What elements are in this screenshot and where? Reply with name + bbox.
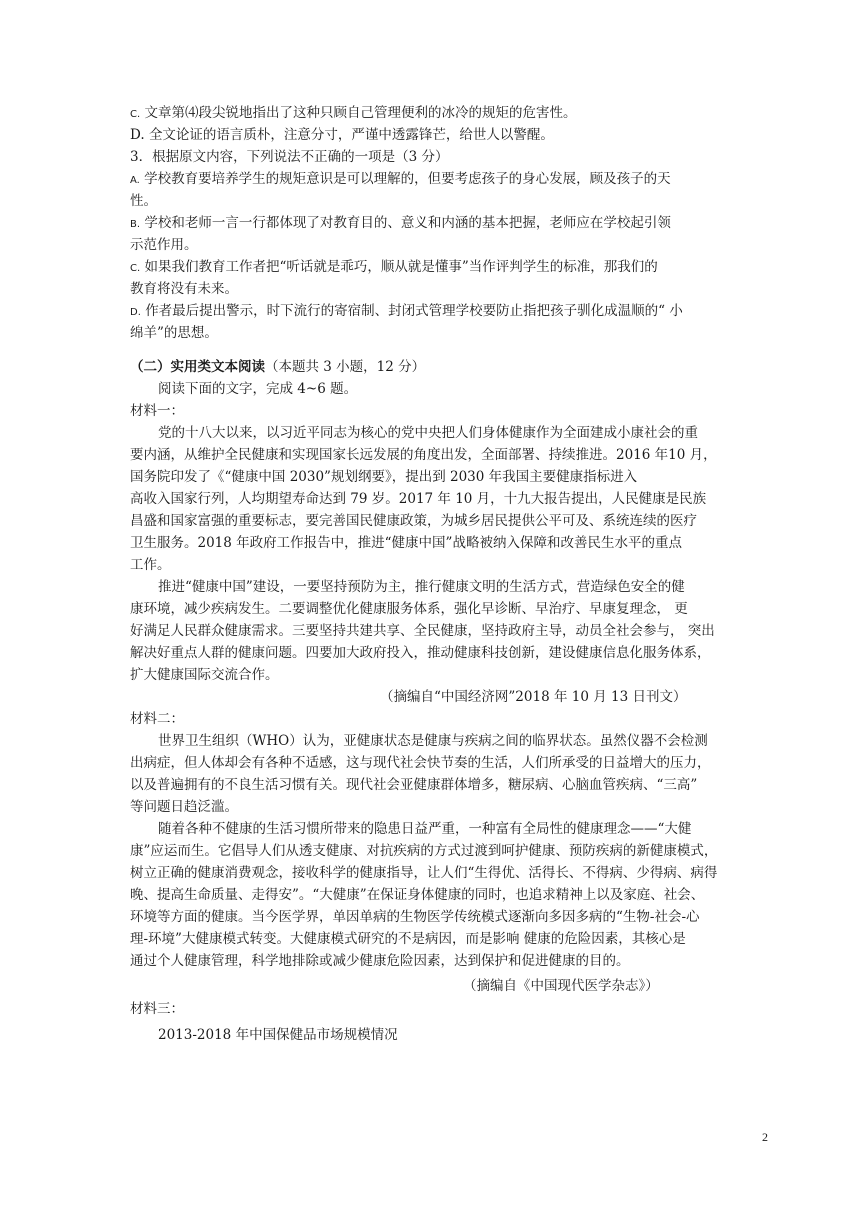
material2-line: 树立正确的健康消费观念，接收科学的健康指导，让人们“生得优、活得长、不得病、少得病、病得 (130, 865, 718, 881)
material2-line: 世界卫生组织（WHO）认为，亚健康状态是健康与疾病之间的临界状态。虽然仪器不会检测 (158, 733, 708, 749)
material2-line: 出病症，但人体却会有各种不适感，这与现代社会快节奏的生活，人们所承受的日益增大的压力， (130, 755, 711, 771)
material2-source: （摘编自《中国现代医学杂志》） (463, 978, 659, 994)
material1-line: 康环境，减少疾病发生。二要调整优化健康服务体系，强化早诊断、早治疗、早康复理念， 更 (130, 601, 688, 617)
material2-line: 等问题日趋泛滥。 (130, 799, 238, 815)
material2-line: 理-环境”大健康模式转变。大健康模式研究的不是病因，而是影响 健康的危险因素，其核心是 (130, 931, 686, 947)
material1-line: 昌盛和国家富强的重要标志，要完善国民健康政策，为城乡居民提供公平可及、系统连续的医疗 (130, 513, 697, 529)
material1-line: 卫生服务。2018 年政府工作报告中，推进“健康中国”战略被纳入保障和改善民生水平的重点 (130, 535, 682, 551)
material2-line: 随着各种不健康的生活习惯所带来的隐患日益严重，一种富有全局性的健康理念——“大健 (158, 821, 692, 837)
material3-caption: 2013-2018 年中国保健品市场规模情况 (158, 1027, 398, 1043)
q3-option-d-cont: 绵羊”的思想。 (130, 325, 218, 341)
q3-option-a-cont: 性。 (130, 193, 157, 209)
material1-source: （摘编自“中国经济网”2018 年 10 月 13 日刊文） (380, 689, 687, 705)
q3-option-b-cont: 示范作用。 (130, 237, 198, 253)
q3-option-b: B. 学校和老师一言一行都体现了对教育目的、意义和内涵的基本把握，老师应在学校起引领 (130, 215, 671, 231)
section-instruction: 阅读下面的文字，完成 4~6 题。 (158, 381, 358, 397)
q2-option-c: C. 文章第⑷段尖锐地指出了这种只顾自己管理便利的冰冷的规矩的危害性。 (130, 105, 577, 121)
material2-line: 环境等方面的健康。当今医学界，单因单病的生物医学传统模式逐渐向多因多病的“生物-社会-心 (130, 909, 700, 925)
material1-line: 要内涵，从维护全民健康和实现国家长远发展的角度出发，全面部署、持续推进。2016 年10 月， (130, 447, 717, 463)
material2-line: 晚、提高生命质量、走得安”。“大健康”在保证身体健康的同时，也追求精神上以及家庭、社会、 (130, 887, 705, 903)
q3-option-d: D. 作者最后提出警示，时下流行的寄宿制、封闭式管理学校要防止指把孩子驯化成温顺的“ 小 (130, 303, 683, 319)
q2-option-d: D. 全文论证的语言质朴，注意分寸，严谨中透露锋芒，给世人以警醒。 (130, 127, 554, 143)
page-number: 2 (762, 1130, 768, 1144)
material1-line: 扩大健康国际交流合作。 (130, 667, 279, 683)
q3-stem: 3．根据原文内容，下列说法不正确的一项是（3 分） (130, 149, 449, 165)
q3-option-c-cont: 教育将没有未来。 (130, 281, 238, 297)
material1-label: 材料一： (130, 403, 184, 419)
material1-line: 国务院印发了《“健康中国 2030”规划纲要》，提出到 2030 年我国主要健康指标进入 (130, 469, 638, 485)
material2-label: 材料二： (130, 711, 184, 727)
material1-line: 解决好重点人群的健康问题。四要加大政府投入，推动健康科技创新，建设健康信息化服务体系， (130, 645, 711, 661)
material2-line: 以及普遍拥有的不良生活习惯有关。现代社会亚健康群体增多，糖尿病、心脑血管疾病、“三高” (130, 777, 698, 793)
q3-option-a: A. 学校教育要培养学生的规矩意识是可以理解的，但要考虑孩子的身心发展，顾及孩子的天 (130, 171, 671, 187)
material2-line: 康”应运而生。它倡导人们从透支健康、对抗疾病的方式过渡到呵护健康、预防疾病的新健康模式， (130, 843, 718, 859)
material3-label: 材料三： (130, 1001, 184, 1017)
material1-line: 推进“健康中国”建设，一要坚持预防为主，推行健康文明的生活方式，营造绿色安全的健 (158, 579, 685, 595)
q3-option-c: C. 如果我们教育工作者把“听话就是乖巧，顺从就是懂事”当作评判学生的标准，那我们的 (130, 259, 658, 275)
material1-line: 好满足人民群众健康需求。三要坚持共建共享、全民健康，坚持政府主导，动员全社会参与， 突出 (130, 623, 715, 639)
material1-line: 党的十八大以来，以习近平同志为核心的党中央把人们身体健康作为全面建成小康社会的重 (158, 425, 698, 441)
material2-line: 通过个人健康管理，科学地排除或减少健康危险因素，达到保护和促进健康的目的。 (130, 953, 630, 969)
section-heading: （二）实用类文本阅读（本题共 3 小题，12 分） (130, 359, 426, 375)
material1-line: 工作。 (130, 557, 171, 573)
material1-line: 高收入国家行列，人均期望寿命达到 79 岁。2017 年 10 月，十九大报告提出，人民健康是民族 (130, 491, 707, 507)
